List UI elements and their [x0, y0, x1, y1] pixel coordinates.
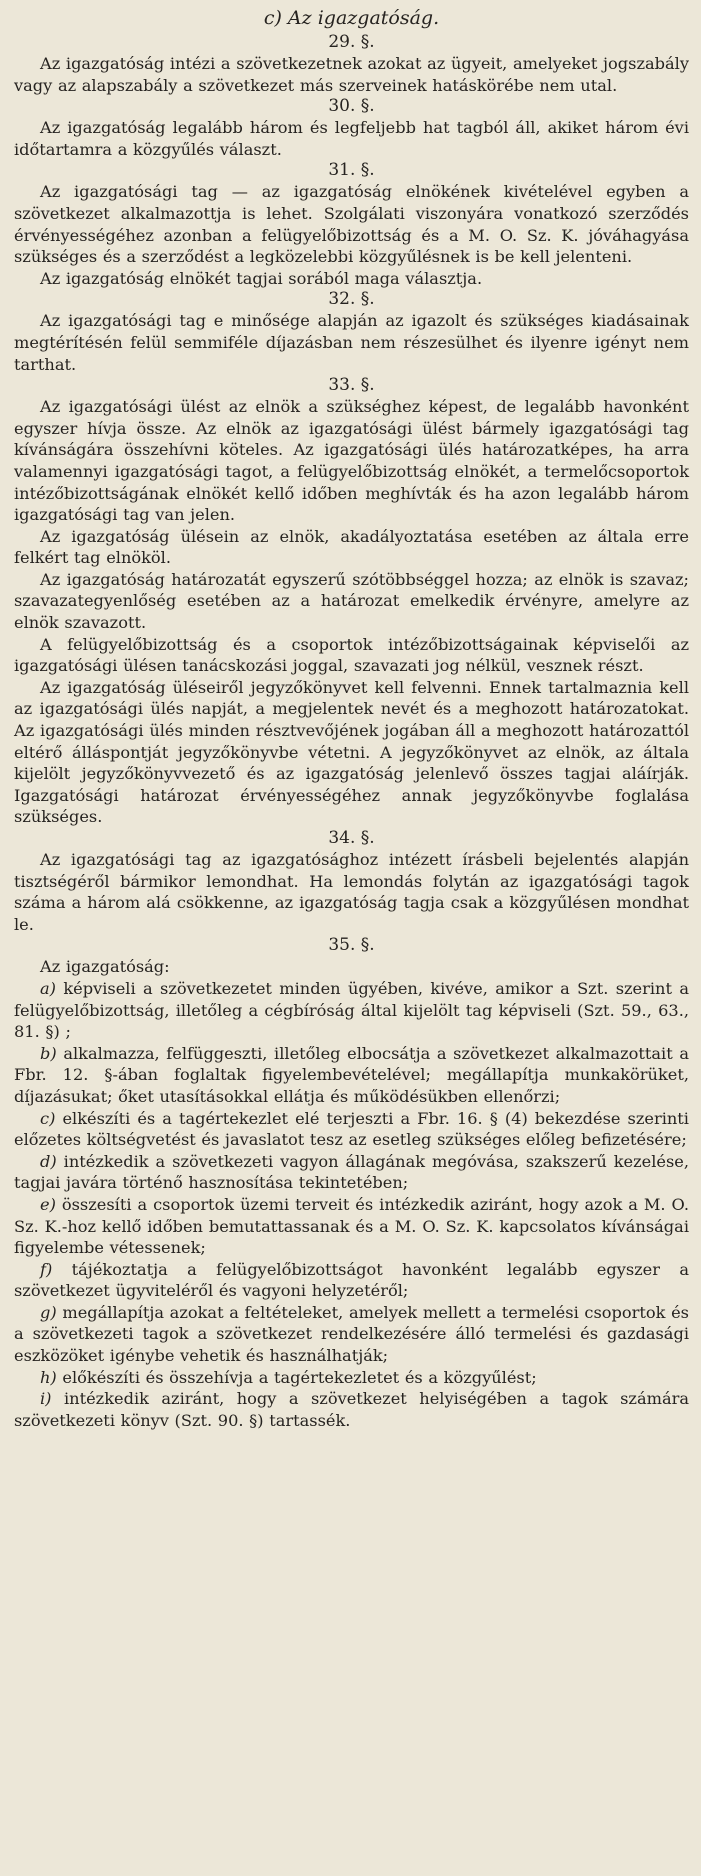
list-item-letter: d)	[40, 1151, 57, 1171]
list-item	[14, 1367, 689, 1389]
list-item	[14, 978, 689, 1043]
list-item	[14, 1043, 689, 1108]
list-item-letter: e)	[40, 1194, 56, 1214]
list-item-letter: f)	[40, 1259, 53, 1279]
list-item	[14, 1259, 689, 1302]
list-item-letter: c)	[40, 1108, 56, 1128]
list-intro: Az igazgatóság:	[40, 957, 170, 977]
paragraph: Az igazgatóság üléseiről jegyzőkönyvet kell felvenni. Ennek tartalmaznia kell az igazgatósági ülés napját, a megjelentek nevét és a meghozott határozatokat. Az igazgatósági ülés minden résztvevőjének jogában áll a meghozott határozattól eltérő álláspontját jegyzőkönyvbe vétetni. A jegyzőkönyvet az elnök, az általa kijelölt jegyzőkönyvvezető és az igazgatóság jelenlevő összes tagjai aláírják. Igazgatósági határozat érvényességéhez annak jegyzőkönyvbe foglalása szükséges.	[14, 677, 689, 827]
paragraph: Az igazgatósági tag e minősége alapján az igazolt és szükséges kiadásainak megtérítésén felül semmiféle díjazásban nem részesülhet és ilyenre igényt nem tarthat.	[14, 311, 689, 374]
list-item	[14, 1194, 689, 1259]
paragraph: Az igazgatósági tag az igazgatósághoz intézett írásbeli bejelentés alapján tisztségéről bármikor lemondhat. Ha lemondás folytán az igazgatósági tagok száma a három alá csökkenne, az igazgatóság tagja csak a közgyűlésen mondhat le.	[14, 850, 689, 934]
list-item-letter: a)	[40, 978, 56, 998]
item-list	[14, 978, 689, 1431]
section-number: 30. §.	[328, 96, 375, 117]
section-number: 31. §.	[328, 160, 375, 181]
list-item-text: előkészíti és összehívja a tagértekezletet és a közgyűlést;	[62, 1367, 537, 1387]
section-number: 29. §.	[328, 32, 375, 52]
list-item	[14, 1388, 689, 1431]
list-item	[14, 1302, 689, 1367]
list-item-letter: h)	[40, 1367, 57, 1387]
section-title: c) Az igazgatóság.	[263, 7, 440, 29]
list-item	[14, 1108, 689, 1151]
list-item-text: intézkedik aziránt, hogy a szövetkezet helyiségében a tagok számára szövetkezeti könyv (Szt. 90. §) tartassék.	[14, 1389, 689, 1430]
paragraph: Az igazgatóság elnökét tagjai sorából maga választja.	[40, 268, 483, 288]
paragraph: Az igazgatóság határozatát egyszerű szótöbbséggel hozza; az elnök is szavaz; szavazategyenlőség esetében az a határozat emelkedik érvényre, amelyre az elnök szavazott.	[14, 569, 689, 633]
paragraph: Az igazgatóság intézi a szövetkezetnek azokat az ügyeit, amelyeket jogszabály vagy az alapszabály a szövetkezet más szerveinek hatáskörébe nem utal.	[14, 54, 689, 95]
list-item-text: intézkedik a szövetkezeti vagyon állagának megóvása, szakszerű kezelése, tagjai javára történő hasznosítása tekintetében;	[14, 1151, 689, 1193]
list-item-letter: b)	[40, 1043, 57, 1063]
list-item-text: alkalmazza, felfüggeszti, illetőleg elbocsátja a szövetkezet alkalmazottait a Fbr. 12. §-ában foglaltak figyelembevételével; megállapítja munkakörüket, díjazásukat; őket utasításokkal ellátja és működésükben ellenőrzi;	[14, 1043, 689, 1106]
paragraph: Az igazgatóság ülésein az elnök, akadályoztatása esetében az általa erre felkért tag elnököl.	[14, 526, 689, 568]
list-item-letter: g)	[40, 1302, 57, 1322]
list-item-text: képviseli a szövetkezetet minden ügyében, kivéve, amikor a Szt. szerint a felügyelőbizottság, illetőleg a cégbíróság által kijelölt tag képviseli (Szt. 59., 63., 81. §) ;	[14, 978, 689, 1042]
list-item-text: megállapítja azokat a feltételeket, amelyek mellett a termelési csoportok és a szövetkezeti tagok a szövetkezet rendelkezésére álló termelési és gazdasági eszközöket igénybe vehetik és használhatják;	[14, 1302, 689, 1366]
list-item	[14, 1151, 689, 1194]
list-item-letter: i)	[40, 1389, 52, 1409]
list-item-text: elkészíti és a tagértekezlet elé terjeszti a Fbr. 16. § (4) bekezdése szerinti előzetes költségvetést és javaslatot tesz az esetleg szükséges előleg befizetésére;	[14, 1108, 689, 1150]
section-number: 34. §.	[328, 828, 375, 848]
section-number: 33. §.	[328, 375, 375, 396]
section-number: 32. §.	[328, 289, 375, 310]
list-item-text: tájékoztatja a felügyelőbizottságot havonként legalább egyszer a szövetkezet ügyviteléről és vagyoni helyzetéről;	[14, 1259, 689, 1301]
paragraph: Az igazgatóság legalább három és legfeljebb hat tagból áll, akiket három évi időtartamra a közgyűlés választ.	[14, 118, 689, 159]
paragraph: Az igazgatósági tag — az igazgatóság elnökének kivételével egyben a szövetkezet alkalmazottja is lehet. Szolgálati viszonyára vonatkozó szerződés érvényességéhez azonban a felügyelőbizottság és a M. O. Sz. K. jóváhagyása szükséges és a szerződést a legközelebbi közgyűlésnek is be kell jelenteni.	[14, 182, 689, 267]
sections-container	[14, 32, 689, 935]
list-item-text: összesíti a csoportok üzemi terveit és intézkedik aziránt, hogy azok a M. O. Sz. K.-hoz kellő időben bemutattassanak és a M. O. Sz. K. kapcsolatos kívánságai figyelembe vétessenek;	[14, 1194, 689, 1258]
paragraph: A felügyelőbizottság és a csoportok intézőbizottságainak képviselői az igazgatósági ülésen tanácskozási joggal, szavazati jog nélkül, vesznek részt.	[14, 634, 689, 676]
paragraph: Az igazgatósági ülést az elnök a szükséghez képest, de legalább havonként egyszer hívja össze. Az elnök az igazgatósági ülést bármely igazgatósági tag kívánságára összehívni köteles. Az igazgatósági ülés határozatképes, ha arra valamennyi igazgatósági tagot, a felügyelőbizottság elnökét, a termelőcsoportok intézőbizottságának elnökét kellő időben meghívták és ha azon legalább három igazgatósági tag van jelen.	[14, 397, 689, 525]
section-number: 35. §.	[328, 935, 375, 956]
